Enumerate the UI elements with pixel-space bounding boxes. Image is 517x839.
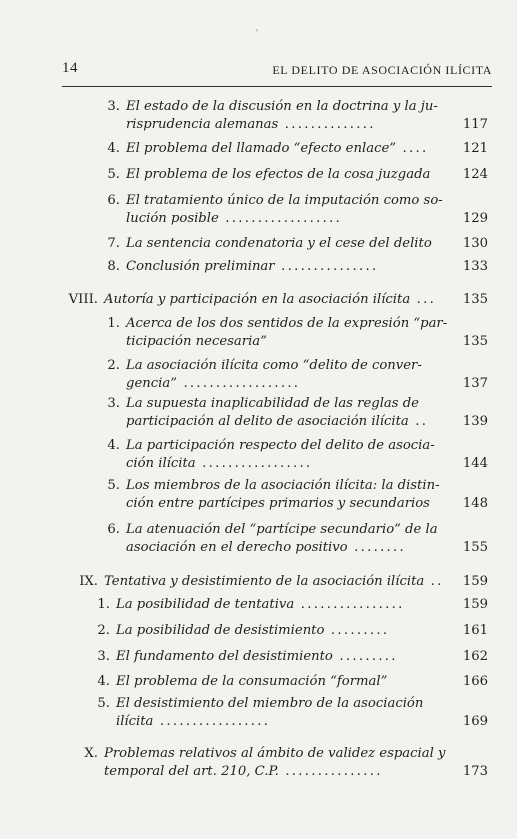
toc-entry-line <box>106 140 488 158</box>
toc-entry <box>106 315 488 351</box>
toc-entry-line <box>96 648 488 666</box>
toc-entry-line <box>96 596 488 614</box>
toc-entry-number: 4. <box>107 438 120 453</box>
toc-entry <box>96 622 488 640</box>
dot-leader: .................. <box>176 376 301 391</box>
toc-page-number: 159 <box>462 574 488 589</box>
toc-entry-line <box>106 258 488 276</box>
toc-entry-title: temporal del art. 210, C.P. <box>104 764 279 779</box>
toc-entry-title: La sentencia condenatoria y el cese del delito <box>126 236 432 251</box>
toc-page-number: 129 <box>462 211 488 226</box>
toc-entry <box>96 648 488 666</box>
toc-entry-line <box>62 573 488 591</box>
dot-leader: ......... <box>324 623 390 638</box>
dot-leader: ............... <box>274 259 379 274</box>
toc-entry-title: ción entre partícipes primarios y secundarios <box>126 496 430 511</box>
toc-entry <box>106 357 488 393</box>
toc-page-number: 144 <box>462 456 488 471</box>
toc-entry <box>106 477 488 513</box>
toc-entry-line <box>106 521 488 539</box>
toc-entry-title: El desistimiento del miembro de la asociación <box>116 696 424 711</box>
toc-entry-title: gencia” <box>126 376 177 391</box>
toc-entry-title: ticipación necesaria” <box>126 334 267 349</box>
toc-page-number: 124 <box>462 167 488 182</box>
toc-section <box>62 745 488 781</box>
toc-entry-number: 3. <box>107 99 120 114</box>
toc-page-number: 135 <box>462 292 488 307</box>
toc-entry-number: 3. <box>107 396 120 411</box>
toc-page-number: 155 <box>462 540 488 555</box>
toc-page-number: 162 <box>462 649 488 664</box>
toc-entry-line <box>62 291 488 309</box>
toc-entry-line <box>106 333 488 351</box>
toc-entry-title: La participación respecto del delito de asocia- <box>126 438 435 453</box>
toc-page-number: 139 <box>462 414 488 429</box>
toc-entry-line <box>106 395 488 413</box>
dot-leader: ................ <box>294 597 405 612</box>
toc-entry-line <box>106 98 488 116</box>
toc-entry-title: El fundamento del desistimiento <box>116 649 333 664</box>
toc-entry-title: Autoría y participación en la asociación ilícita <box>104 292 411 307</box>
toc-entry-line <box>106 413 488 431</box>
toc-entry-title: El estado de la discusión en la doctrina y la ju- <box>126 99 438 114</box>
toc-page-number: 166 <box>462 674 488 689</box>
dot-leader: ................. <box>153 714 271 729</box>
toc-entry-line <box>106 166 488 184</box>
toc-page-number: 130 <box>462 236 488 251</box>
toc-entry <box>96 596 488 614</box>
toc-entry <box>106 395 488 431</box>
toc-entry-number: X. <box>84 746 98 761</box>
toc-entry-line <box>96 622 488 640</box>
toc-entry-title: El tratamiento único de la imputación como so- <box>126 193 443 208</box>
toc-page-number: 169 <box>462 714 488 729</box>
toc-entry-number: 1. <box>107 316 120 331</box>
toc-entry-title: Los miembros de la asociación ilícita: la distin- <box>126 478 440 493</box>
toc-entry <box>106 258 488 276</box>
toc-entry-title: La posibilidad de tentativa <box>116 597 295 612</box>
page-header <box>62 60 492 87</box>
toc-entry-title: lución posible <box>126 211 219 226</box>
toc-entry-number: 6. <box>107 522 120 537</box>
dot-leader: .. <box>408 414 429 429</box>
toc-entry-title: risprudencia alemanas <box>126 117 279 132</box>
dot-leader: .............. <box>278 117 376 132</box>
toc-entry-number: 4. <box>107 141 120 156</box>
toc-entry-number: 8. <box>107 259 120 274</box>
toc-entry-line <box>106 210 488 228</box>
toc-entry <box>96 673 488 691</box>
toc-entry-line <box>62 763 488 781</box>
toc-entry-line <box>106 495 488 513</box>
dot-leader: ... <box>410 292 437 307</box>
toc-entry-number: VIII. <box>68 292 98 307</box>
toc-entry-number: 5. <box>107 478 120 493</box>
dot-leader: ......... <box>332 649 398 664</box>
dot-leader: .. <box>424 574 444 589</box>
toc-entry <box>106 235 488 253</box>
toc-entry-number: 5. <box>107 167 120 182</box>
toc-entry-number: IX. <box>79 574 98 589</box>
toc-entry-line <box>106 539 488 557</box>
dot-leader: ................. <box>195 456 313 471</box>
dot-leader: ........ <box>347 540 407 555</box>
toc-entry-line <box>106 477 488 495</box>
dot-leader: ............... <box>278 764 383 779</box>
toc-entry <box>106 98 488 134</box>
toc-entry-line <box>106 357 488 375</box>
toc-entry-line <box>106 437 488 455</box>
toc-entry-title: ción ilícita <box>126 456 196 471</box>
toc-entry-title: Tentativa y desistimiento de la asociación ilícita <box>104 574 425 589</box>
toc-entry-number: 2. <box>107 358 120 373</box>
toc-entry-title: El problema de los efectos de la cosa juzgada <box>126 167 431 182</box>
toc-page-number: 137 <box>462 376 488 391</box>
toc-section <box>62 573 488 591</box>
toc-entry-line <box>106 235 488 253</box>
toc-entry-title: Acerca de los dos sentidos de la expresión “par- <box>126 316 448 331</box>
toc-entry-title: El problema del llamado “efecto enlace” <box>126 141 396 156</box>
toc-page-number: 148 <box>462 496 488 511</box>
toc-entry-number: 5. <box>97 696 110 711</box>
toc-page-number: 159 <box>462 597 488 612</box>
toc-entry-title: El problema de la consumación “formal” <box>116 674 388 689</box>
toc-entry-title: participación al delito de asociación ilícita <box>126 414 409 429</box>
toc-entry-title: asociación en el derecho positivo <box>126 540 348 555</box>
dot-leader: .... <box>396 141 429 156</box>
toc-page-number: 161 <box>462 623 488 638</box>
toc-entry-title: Conclusión preliminar <box>126 259 275 274</box>
toc-entry-line <box>96 695 488 713</box>
toc-entry-line <box>106 315 488 333</box>
toc-entry <box>106 166 488 184</box>
toc-entry-number: 7. <box>107 236 120 251</box>
toc-page-number: 133 <box>462 259 488 274</box>
toc-entry <box>106 521 488 557</box>
toc-page-number: 135 <box>462 334 488 349</box>
toc-entry <box>106 192 488 228</box>
toc-page-number: 121 <box>462 141 488 156</box>
toc-entry <box>106 437 488 473</box>
toc-entry-title: ilícita <box>116 714 154 729</box>
toc-entry <box>96 695 488 731</box>
toc-entry-title: Problemas relativos al ámbito de validez espacial y <box>104 746 446 761</box>
toc-section <box>62 291 488 309</box>
toc-entry-line <box>106 116 488 134</box>
toc-entry-line <box>62 745 488 763</box>
toc-entry-title: La asociación ilícita como “delito de conver- <box>126 358 422 373</box>
toc-entry-number: 3. <box>97 649 110 664</box>
print-speck: ` <box>255 30 260 41</box>
toc-entry-line <box>96 673 488 691</box>
toc-entry <box>106 140 488 158</box>
dot-leader: .................. <box>218 211 343 226</box>
toc-entry-number: 6. <box>107 193 120 208</box>
running-title: EL DELITO DE ASOCIACIÓN ILÍCITA <box>272 63 492 77</box>
page-number: 14 <box>62 60 78 76</box>
toc-entry-title: La supuesta inaplicabilidad de las reglas de <box>126 396 419 411</box>
toc-entry-title: La atenuación del “partícipe secundario” de la <box>126 522 438 537</box>
toc-entry-title: La posibilidad de desistimiento <box>116 623 325 638</box>
toc-entry-line <box>106 375 488 393</box>
toc-page-number: 117 <box>462 117 488 132</box>
toc-entry-number: 4. <box>97 674 110 689</box>
toc-entry-line <box>106 455 488 473</box>
toc-page-number: 173 <box>462 764 488 779</box>
toc-entry-line <box>106 192 488 210</box>
toc-entry-number: 2. <box>97 623 110 638</box>
toc-entry-number: 1. <box>97 597 110 612</box>
toc-entry-line <box>96 713 488 731</box>
